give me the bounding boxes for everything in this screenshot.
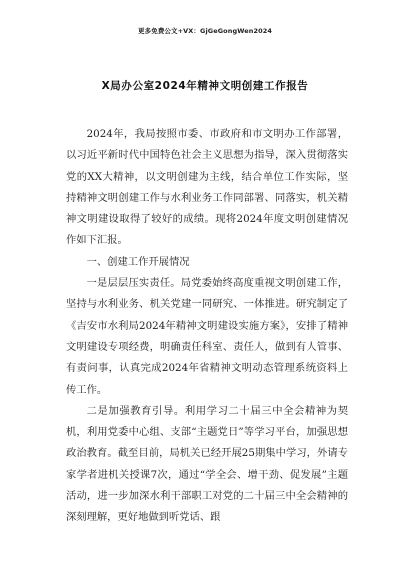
header-note: 更多免费公文+VX：GjGeGongWen2024 [138, 27, 272, 35]
body-paragraph-responsibility: 一是层层压实责任。局党委始终高度重视文明创建工作，坚持与水利业务、机关党建一同研究、一体推进。研究制定了《吉安市水利局2024年精神文明建设实施方案》，安排了精神文明建设专项经费，明确责任科室、责任人，做到有人管事、有责问事，认真完成2024年省精神文明动态管理系统资料上传工作。 [66, 277, 348, 396]
document-body [66, 124, 348, 529]
body-paragraph-intro: 2024年，我局按照市委、市政府和市文明办工作部署，以习近平新时代中国特色社会主义思想为指导，深入贯彻落实党的XX大精神，以文明创建为主线，结合单位工作实际，坚持精神文明创建工作与水利业务工作同部署、同落实，机关精神文明建设取得了较好的成绩。现将2024年度文明创建情况作如下汇报。 [66, 128, 348, 247]
document-title: X局办公室2024年精神文明创建工作报告 [101, 80, 309, 92]
body-paragraph-education: 二是加强教育引导。利用学习二十届三中全会精神为契机，利用党委中心组、支部“主题党日”等学习平台，加强思想政治教育。截至目前，局机关已经开展25期集中学习，外请专家学者进机关授课7次，通过“学全会、增干劲、促发展”主题活动，进一步加深水利干部职工对党的二十届三中全会精神的深刻理解，更好地做到听党话、跟 [66, 404, 348, 524]
section-heading: 一、创建工作开展情况 [86, 255, 190, 268]
